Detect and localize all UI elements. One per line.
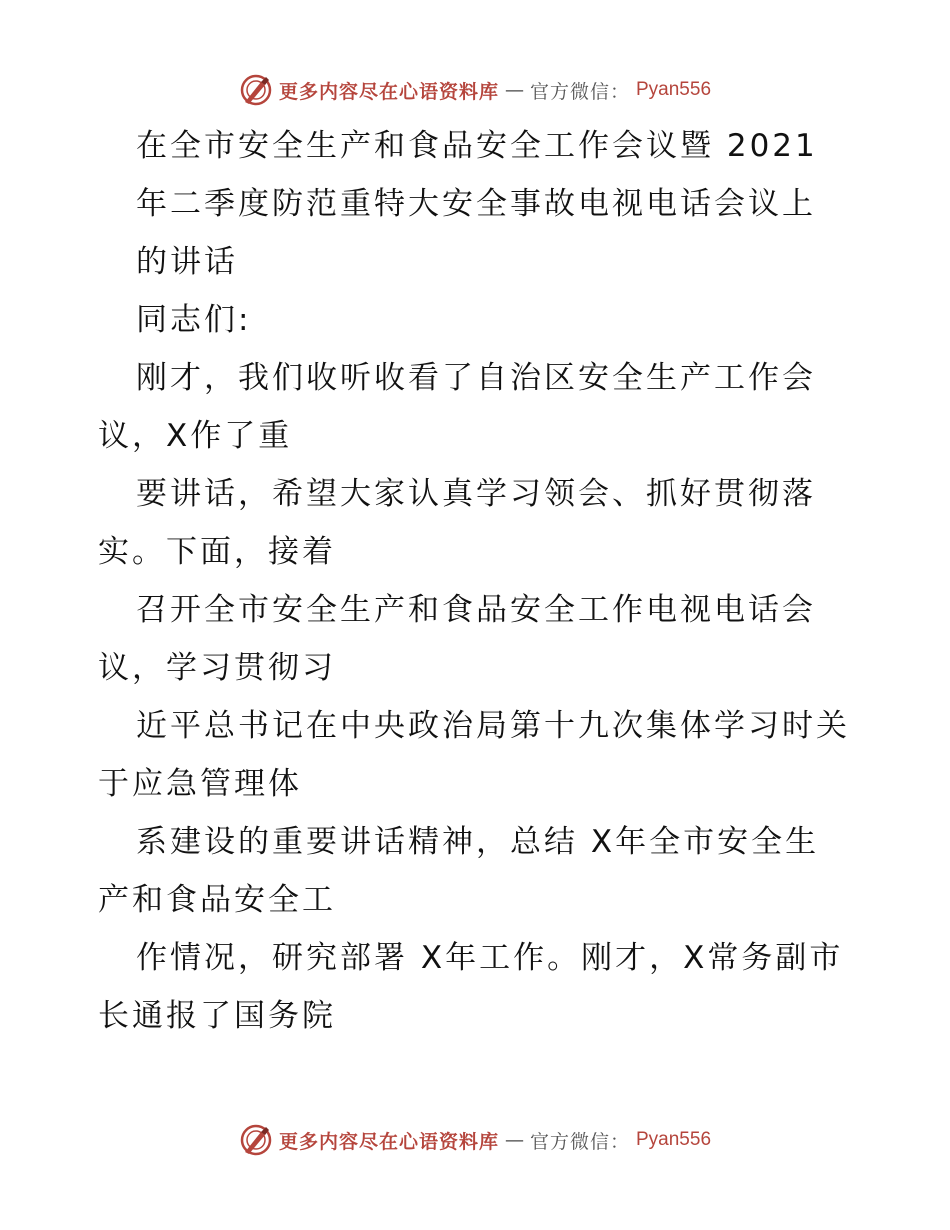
pen-logo-icon [239, 1123, 273, 1157]
text-line: 产和食品安全工 [98, 882, 336, 918]
text-line: 长通报了国务院 [98, 998, 336, 1034]
pen-logo-icon [239, 73, 273, 107]
text-line: 实。下面，接着 [98, 534, 336, 570]
separator: — [504, 79, 524, 101]
text-line: 系建设的重要讲话精神，总结 X年全市安全生 [136, 824, 820, 860]
text-line: 刚才，我们收听收看了自治区安全生产工作会 [136, 360, 816, 396]
title-line-1: 在全市安全生产和食品安全工作会议暨 2021 [136, 128, 818, 164]
text-line: 要讲话，希望大家认真学习领会、抓好贯彻落 [136, 476, 816, 512]
brand-text: 更多内容尽在心语资料库 [278, 1130, 499, 1153]
text-line: 于应急管理体 [98, 766, 302, 802]
title-line-2: 年二季度防范重特大安全事故电视电话会议上 [136, 186, 816, 222]
text-line: 议，X作了重 [98, 418, 293, 454]
title-line-3: 的讲话 [136, 244, 238, 280]
wechat-label: 官方微信： [529, 1130, 630, 1153]
brand-text: 更多内容尽在心语资料库 [278, 80, 499, 103]
text-line: 作情况，研究部署 X年工作。刚才，X常务副市 [136, 940, 844, 976]
separator: — [504, 1129, 524, 1151]
header-watermark [0, 70, 950, 110]
wechat-id: Pyan556 [636, 1129, 712, 1150]
wechat-id: Pyan556 [636, 79, 712, 100]
wechat-label: 官方微信： [529, 80, 630, 103]
text-line: 议，学习贯彻习 [98, 650, 336, 686]
salutation: 同志们: [136, 302, 252, 338]
text-line: 召开全市安全生产和食品安全工作电视电话会 [136, 592, 816, 628]
text-line: 近平总书记在中央政治局第十九次集体学习时关 [136, 708, 850, 744]
footer-watermark [0, 1120, 950, 1160]
